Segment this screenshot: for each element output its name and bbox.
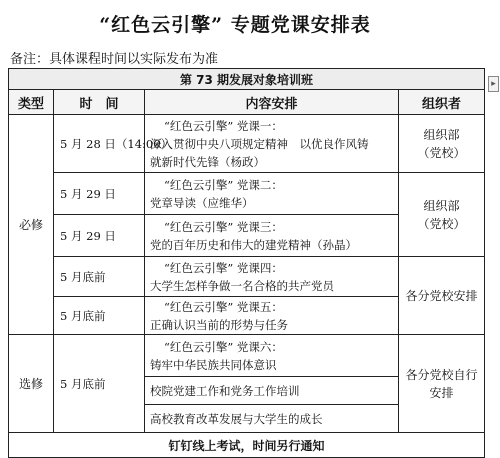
row-time: 5 月 28 日（14:00）	[54, 115, 145, 173]
class-banner: 第 73 期发展对象培训班	[9, 69, 485, 90]
row-org	[399, 257, 485, 335]
lesson-topic: 校院党建工作和党务工作培训	[150, 383, 300, 398]
org-sub: （党校）	[417, 145, 466, 160]
org-name: 组织部	[423, 127, 460, 142]
row-content	[145, 215, 399, 257]
lesson-topic: 大学生怎样争做一名合格的共产党员	[150, 278, 334, 293]
row-content	[145, 297, 399, 335]
lesson-topic: 深入贯彻中央八项规定精神 以优良作风铸	[150, 136, 369, 151]
lesson-title: “红色云引擎” 党课五：	[164, 299, 283, 314]
org-name: 各分党校自行	[405, 367, 478, 382]
org-name: 各分党校安排	[405, 288, 478, 303]
lesson-topic: 高校教育改革发展与大学生的成长	[150, 411, 323, 426]
row-content	[145, 115, 399, 173]
row-content	[145, 335, 399, 377]
row-time: 5 月底前	[54, 297, 145, 335]
header-type: 类型	[9, 90, 54, 115]
row-content	[145, 405, 399, 433]
footer-row	[9, 433, 485, 458]
header-org: 组织者	[399, 90, 485, 115]
row-content	[145, 377, 399, 405]
row-time: 5 月底前	[54, 335, 145, 433]
lesson-topic: 就新时代先锋（杨政）	[150, 154, 265, 169]
type-required: 必修	[9, 115, 54, 335]
schedule-table	[8, 68, 485, 458]
banner-row	[9, 69, 485, 90]
lesson-title: “红色云引擎” 党课二：	[164, 177, 283, 192]
row-content	[145, 173, 399, 215]
table-row	[9, 335, 485, 377]
lesson-title: “红色云引擎” 党课四：	[164, 260, 283, 275]
table-row	[9, 173, 485, 215]
lesson-title: “红色云引擎” 党课六：	[164, 339, 283, 354]
org-sub: （党校）	[417, 216, 466, 231]
lesson-topic: 党的百年历史和伟大的建党精神（孙晶）	[150, 237, 357, 252]
remark-note: 备注：具体课程时间以实际发布为准	[10, 52, 219, 67]
row-org	[399, 335, 485, 433]
row-content	[145, 257, 399, 297]
table-row	[9, 257, 485, 297]
lesson-topic: 正确认识当前的形势与任务	[150, 317, 288, 332]
row-time: 5 月 29 日	[54, 215, 145, 257]
exam-note: 钉钉线上考试，时间另行通知	[9, 433, 485, 458]
paste-options-icon[interactable]: ▸	[488, 76, 499, 92]
row-time: 5 月 29 日	[54, 173, 145, 215]
header-content: 内容安排	[145, 90, 399, 115]
row-org	[399, 115, 485, 173]
table-row	[9, 115, 485, 173]
lesson-topic: 党章导读（应维华）	[150, 195, 254, 210]
lesson-topic: 铸牢中华民族共同体意识	[150, 357, 277, 372]
header-time: 时 间	[54, 90, 145, 115]
row-org	[399, 173, 485, 257]
header-row	[9, 90, 485, 115]
page-title: “红色云引擎” 专题党课安排表	[99, 14, 371, 36]
org-name: 组织部	[423, 198, 460, 213]
lesson-title: “红色云引擎” 党课三：	[164, 219, 283, 234]
org-name: 安排	[429, 385, 454, 400]
lesson-title: “红色云引擎” 党课一：	[164, 118, 283, 133]
row-time: 5 月底前	[54, 257, 145, 297]
type-elective: 选修	[9, 335, 54, 433]
